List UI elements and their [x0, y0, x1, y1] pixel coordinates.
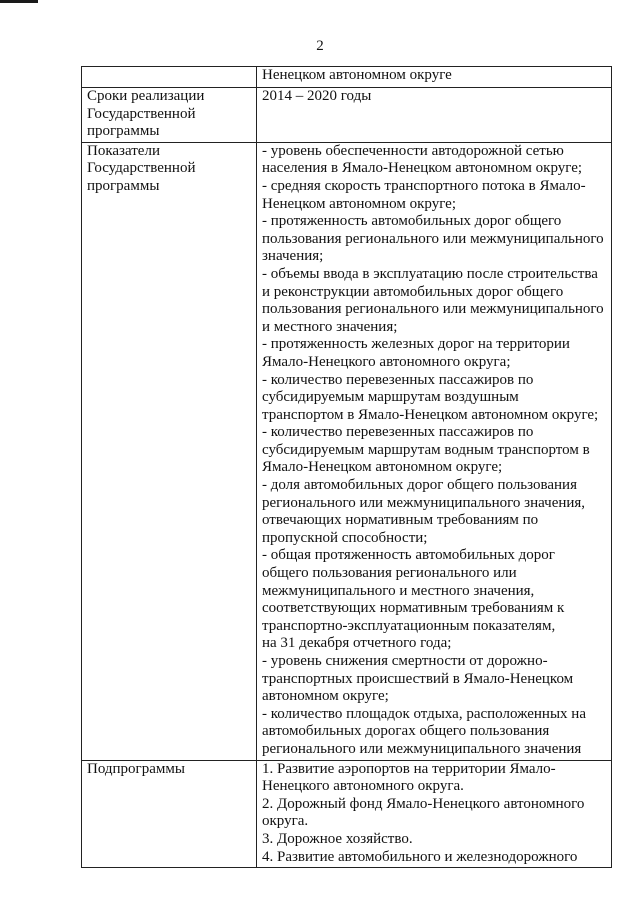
row-subprograms [82, 760, 612, 868]
row-value-line: пользования регионального или межмуниципального [262, 301, 604, 318]
row-value-line: округа. [262, 813, 309, 830]
row-label-line: Государственной [87, 105, 196, 122]
row-value-line: пропускной способности; [262, 529, 428, 546]
row-value-cell [257, 760, 612, 868]
row-value-line: - уровень снижения смертности от дорожно- [262, 653, 548, 669]
row-value-line: 2014 – 2020 годы [262, 88, 372, 104]
program-passport-table [81, 66, 612, 868]
row-value-line: субсидируемым маршрутам водным транспортом в [262, 441, 590, 458]
row-value-line: - протяженность железных дорог на территории [262, 336, 570, 353]
row-value-line: 2. Дорожный фонд Ямало-Ненецкого автономного [262, 795, 585, 812]
row-value-line: 1. Развитие аэропортов на территории Ямало- [262, 760, 556, 777]
row-value-line: соответствующих нормативным требованиям к [262, 600, 565, 617]
row-value-line: - уровень обеспеченности автодорожной сетью [262, 142, 564, 159]
row-value-line: - общая протяженность автомобильных дорог [262, 547, 555, 564]
row-value-cell [257, 142, 612, 760]
row-value-cell [257, 88, 612, 143]
row-value-line: Ненецкого автономного округа. [262, 778, 464, 795]
row-label-cell [82, 67, 257, 88]
row-value-line: пользования регионального или межмуниципального [262, 230, 604, 247]
row-value-line: - доля автомобильных дорог общего пользования [262, 477, 577, 494]
row-value-line: автомобильных дорогах общего пользования [262, 723, 550, 740]
row-value-line: автономном округе; [262, 688, 389, 705]
row-value-cell [257, 67, 612, 88]
row-value-line: Ямало-Ненецкого автономного округа; [262, 353, 511, 370]
row-continuation [82, 67, 612, 88]
row-value-line: субсидируемым маршрутам воздушным [262, 389, 519, 406]
row-label-line: Сроки реализации [87, 88, 205, 104]
row-value-line: транспортом в Ямало-Ненецком автономном округе; [262, 406, 599, 423]
row-value-line: - средняя скорость транспортного потока в Ямало- [262, 177, 586, 194]
row-label-line: программы [87, 123, 160, 140]
row-value-line: Ямало-Ненецком автономном округе; [262, 459, 503, 476]
row-value-line: Ненецком автономном округе; [262, 195, 456, 212]
row-value-line: межмуниципального и местного значения, [262, 582, 535, 599]
scan-corner-mark [0, 0, 38, 3]
row-value-line: общего пользования регионального или [262, 565, 517, 582]
row-label-line: Показатели [87, 142, 160, 159]
row-value-line: и местного значения; [262, 318, 398, 335]
row-value-line: - количество площадок отдыха, расположенных на [262, 705, 586, 722]
row-value-line: 4. Развитие автомобильного и железнодорожного [262, 848, 578, 865]
row-label-line: Подпрограммы [87, 760, 185, 777]
row-value-line: населения в Ямало-Ненецком автономном округе; [262, 160, 583, 177]
row-value-line: значения; [262, 248, 324, 265]
row-value-line: Ненецком автономном округе [262, 67, 452, 83]
row-value-line: транспортных происшествий в Ямало-Ненецком [262, 670, 574, 687]
row-value-line: - протяженность автомобильных дорог общего [262, 213, 562, 230]
row-value-line: регионального или межмуниципального значения, [262, 494, 586, 511]
row-value-line: - количество перевезенных пассажиров по [262, 424, 534, 441]
row-label-cell [82, 760, 257, 868]
page-number: 2 [316, 38, 324, 54]
row-value-line: транспортно-эксплуатационным показателям, [262, 617, 556, 634]
row-implementation-period [82, 88, 612, 143]
row-value-line: регионального или межмуниципального значения [262, 740, 582, 757]
row-label-cell [82, 142, 257, 760]
row-label-line: Государственной [87, 160, 196, 177]
row-program-indicators [82, 142, 612, 760]
row-label-line: программы [87, 177, 160, 194]
row-value-line: и реконструкции автомобильных дорог общего [262, 283, 564, 300]
row-value-line: на 31 декабря отчетного года; [262, 635, 452, 652]
row-value-line: отвечающих нормативным требованиям по [262, 512, 539, 529]
row-value-line: - объемы ввода в эксплуатацию после строительства [262, 265, 598, 282]
row-label-cell [82, 88, 257, 143]
row-value-line: 3. Дорожное хозяйство. [262, 830, 413, 847]
row-value-line: - количество перевезенных пассажиров по [262, 371, 534, 388]
